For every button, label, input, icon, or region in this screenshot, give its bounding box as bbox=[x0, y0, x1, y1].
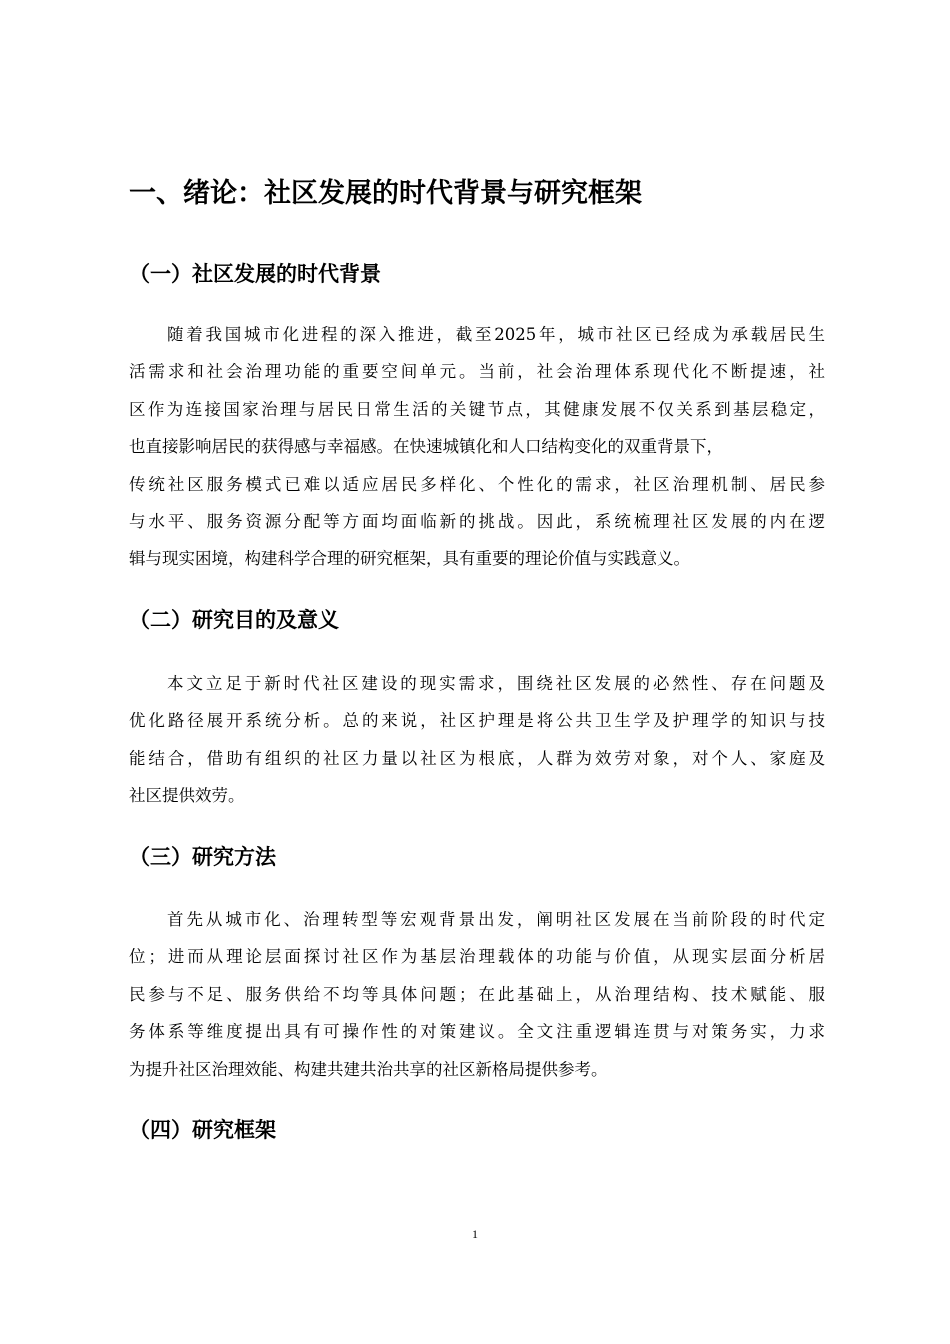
paragraph-line: 务体系等维度提出具有可操作性的对策建议。全文注重逻辑连贯与对策务实，力求 bbox=[129, 1022, 825, 1042]
section-heading-methods: （三）研究方法 bbox=[129, 845, 276, 869]
paragraph-line: 为提升社区治理效能、构建共建共治共享的社区新格局提供参考。 bbox=[129, 1059, 608, 1079]
chapter-title: 一、绪论：社区发展的时代背景与研究框架 bbox=[129, 178, 642, 209]
paragraph-methods bbox=[129, 901, 825, 1088]
section-heading-purpose: （二）研究目的及意义 bbox=[129, 608, 339, 632]
paragraph-line: 位；进而从理论层面探讨社区作为基层治理载体的功能与价值，从现实层面分析居 bbox=[129, 947, 825, 967]
paragraph-line: 能结合，借助有组织的社区力量以社区为根底，人群为效劳对象，对个人、家庭及 bbox=[129, 748, 825, 768]
paragraph-line: 活需求和社会治理功能的重要空间单元。当前，社会治理体系现代化不断提速，社 bbox=[129, 362, 825, 382]
section-heading-framework: （四）研究框架 bbox=[129, 1118, 276, 1142]
paragraph-line: 首先从城市化、治理转型等宏观背景出发，阐明社区发展在当前阶段的时代定 bbox=[167, 910, 825, 929]
paragraph-line: 优化路径展开系统分析。总的来说，社区护理是将公共卫生学及护理学的知识与技 bbox=[129, 711, 825, 731]
paragraph-line: 民参与不足、服务供给不均等具体问题；在此基础上，从治理结构、技术赋能、服 bbox=[129, 984, 825, 1004]
paragraph-line: 也直接影响居民的获得感与幸福感。在快速城镇化和人口结构变化的双重背景下， bbox=[129, 437, 723, 457]
paragraph-line: 本文立足于新时代社区建设的现实需求，围绕社区发展的必然性、存在问题及 bbox=[167, 674, 825, 693]
paragraph-purpose bbox=[129, 665, 825, 815]
page-number: 1 bbox=[472, 1227, 478, 1241]
section-heading-background: （一）社区发展的时代背景 bbox=[129, 262, 381, 286]
paragraph-line: 传统社区服务模式已难以适应居民多样化、个性化的需求，社区治理机制、居民参 bbox=[129, 474, 825, 494]
paragraph-line: 随着我国城市化进程的深入推进，截至2025年，城市社区已经成为承载居民生 bbox=[167, 325, 825, 344]
paragraph-line: 社区提供效劳。 bbox=[129, 786, 245, 806]
paragraph-background bbox=[129, 316, 825, 578]
paragraph-line: 辑与现实困境，构建科学合理的研究框架，具有重要的理论价值与实践意义。 bbox=[129, 549, 690, 569]
paragraph-line: 与水平、服务资源分配等方面均面临新的挑战。因此，系统梳理社区发展的内在逻 bbox=[129, 512, 825, 532]
paragraph-line: 区作为连接国家治理与居民日常生活的关键节点，其健康发展不仅关系到基层稳定， bbox=[129, 399, 825, 419]
